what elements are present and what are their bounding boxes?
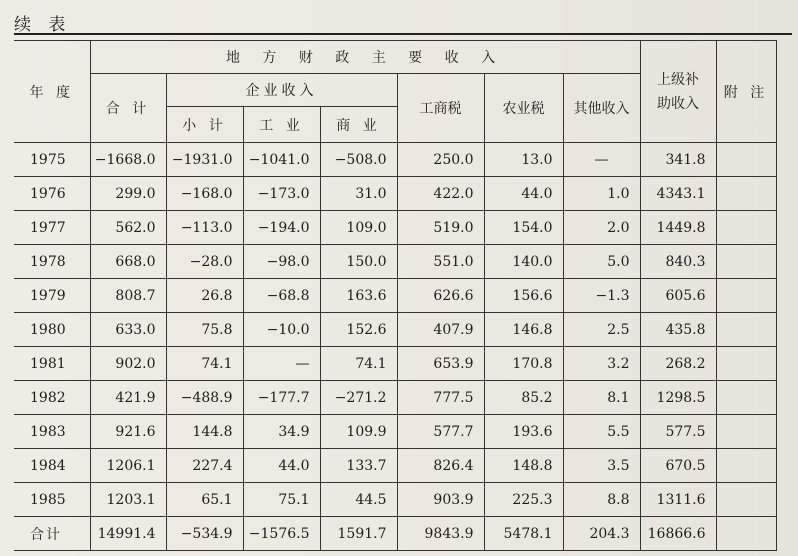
cell-industry: −177.7 [243, 381, 320, 415]
table-row [14, 381, 776, 415]
cell-notes [716, 177, 776, 211]
top-rule [14, 33, 792, 35]
cell-subsidy: 16866.6 [640, 517, 716, 551]
cell-other: 3.5 [563, 449, 640, 483]
cell-ic-tax: 777.5 [397, 381, 484, 415]
cell-subsidy: 1449.8 [640, 211, 716, 245]
cell-ic-tax: 519.0 [397, 211, 484, 245]
cell-subtotal: −488.9 [166, 381, 243, 415]
cell-other: — [563, 143, 640, 177]
cell-notes [716, 381, 776, 415]
table-row [14, 347, 776, 381]
cell-subtotal: −113.0 [166, 211, 243, 245]
cell-year: 1975 [14, 143, 90, 177]
header-total: 合 计 [90, 74, 166, 143]
cell-industry: 34.9 [243, 415, 320, 449]
header-subsidy-line2: 助收入 [657, 95, 700, 112]
cell-other: 3.2 [563, 347, 640, 381]
cell-commerce: −508.0 [320, 143, 397, 177]
cell-commerce: 133.7 [320, 449, 397, 483]
cell-other: 2.5 [563, 313, 640, 347]
cell-agri-tax: 44.0 [484, 177, 563, 211]
cell-agri-tax: 156.6 [484, 279, 563, 313]
cell-total: 299.0 [90, 177, 166, 211]
cell-total: 921.6 [90, 415, 166, 449]
cell-subsidy: 577.5 [640, 415, 716, 449]
table-row [14, 279, 776, 313]
cell-subtotal: 144.8 [166, 415, 243, 449]
cell-subtotal: 75.8 [166, 313, 243, 347]
cell-notes [716, 449, 776, 483]
cell-industry: −1576.5 [243, 517, 320, 551]
cell-agri-tax: 140.0 [484, 245, 563, 279]
cell-other: 204.3 [563, 517, 640, 551]
cell-other: 2.0 [563, 211, 640, 245]
cell-subsidy: 670.5 [640, 449, 716, 483]
cell-subsidy: 840.3 [640, 245, 716, 279]
table-row [14, 177, 776, 211]
header-other: 其他收入 [563, 74, 640, 143]
cell-industry: −173.0 [243, 177, 320, 211]
cell-ic-tax: 903.9 [397, 483, 484, 517]
cell-total: −1668.0 [90, 143, 166, 177]
cell-year: 1976 [14, 177, 90, 211]
cell-subtotal: −28.0 [166, 245, 243, 279]
cell-ic-tax: 407.9 [397, 313, 484, 347]
cell-subsidy: 1311.6 [640, 483, 716, 517]
header-ic-tax: 工商税 [397, 74, 484, 143]
cell-other: −1.3 [563, 279, 640, 313]
cell-subsidy: 1298.5 [640, 381, 716, 415]
cell-ic-tax: 422.0 [397, 177, 484, 211]
cell-notes [716, 313, 776, 347]
cell-year: 1979 [14, 279, 90, 313]
cell-ic-tax: 551.0 [397, 245, 484, 279]
cell-agri-tax: 225.3 [484, 483, 563, 517]
cell-commerce: 1591.7 [320, 517, 397, 551]
cell-notes [716, 415, 776, 449]
header-commerce: 商 业 [320, 107, 397, 143]
table-row [14, 415, 776, 449]
cell-year: 1981 [14, 347, 90, 381]
table-row [14, 517, 776, 551]
cell-subtotal: 74.1 [166, 347, 243, 381]
cell-subtotal: −1931.0 [166, 143, 243, 177]
cell-commerce: 109.9 [320, 415, 397, 449]
cell-agri-tax: 5478.1 [484, 517, 563, 551]
cell-subsidy: 435.8 [640, 313, 716, 347]
header-enterprise: 企业收入 [166, 74, 397, 107]
table-row [14, 245, 776, 279]
cell-agri-tax: 170.8 [484, 347, 563, 381]
cell-year: 1978 [14, 245, 90, 279]
cell-agri-tax: 146.8 [484, 313, 563, 347]
cell-notes [716, 279, 776, 313]
header-local-revenue: 地 方 财 政 主 要 收 入 [90, 41, 640, 74]
table-row [14, 143, 776, 177]
cell-commerce: 150.0 [320, 245, 397, 279]
cell-commerce: 152.6 [320, 313, 397, 347]
cell-other: 8.8 [563, 483, 640, 517]
cell-industry: — [243, 347, 320, 381]
cell-total: 668.0 [90, 245, 166, 279]
header-industry: 工 业 [243, 107, 320, 143]
cell-industry: 44.0 [243, 449, 320, 483]
cell-agri-tax: 85.2 [484, 381, 563, 415]
cell-notes [716, 143, 776, 177]
cell-total: 14991.4 [90, 517, 166, 551]
cell-industry: −68.8 [243, 279, 320, 313]
cell-other: 5.0 [563, 245, 640, 279]
cell-total: 1206.1 [90, 449, 166, 483]
cell-subtotal: 227.4 [166, 449, 243, 483]
cell-ic-tax: 250.0 [397, 143, 484, 177]
cell-year: 1980 [14, 313, 90, 347]
cell-year: 1977 [14, 211, 90, 245]
table-row [14, 211, 776, 245]
cell-total: 902.0 [90, 347, 166, 381]
cell-subsidy: 341.8 [640, 143, 716, 177]
table-row [14, 313, 776, 347]
cell-agri-tax: 193.6 [484, 415, 563, 449]
cell-subsidy: 605.6 [640, 279, 716, 313]
cell-total: 633.0 [90, 313, 166, 347]
header-subtotal: 小 计 [166, 107, 243, 143]
cell-year: 1983 [14, 415, 90, 449]
cell-commerce: 31.0 [320, 177, 397, 211]
cell-commerce: 74.1 [320, 347, 397, 381]
header-notes: 附 注 [716, 41, 776, 143]
cell-subtotal: 26.8 [166, 279, 243, 313]
header-subsidy [640, 41, 716, 143]
cell-subsidy: 4343.1 [640, 177, 716, 211]
cell-commerce: 163.6 [320, 279, 397, 313]
cell-ic-tax: 653.9 [397, 347, 484, 381]
cell-total: 562.0 [90, 211, 166, 245]
cell-ic-tax: 577.7 [397, 415, 484, 449]
cell-subtotal: 65.1 [166, 483, 243, 517]
cell-commerce: 109.0 [320, 211, 397, 245]
cell-ic-tax: 9843.9 [397, 517, 484, 551]
cell-notes [716, 211, 776, 245]
cell-total: 808.7 [90, 279, 166, 313]
cell-subtotal: −534.9 [166, 517, 243, 551]
cell-notes [716, 245, 776, 279]
cell-total: 421.9 [90, 381, 166, 415]
table-row [14, 449, 776, 483]
cell-industry: −98.0 [243, 245, 320, 279]
cell-commerce: −271.2 [320, 381, 397, 415]
cell-subsidy: 268.2 [640, 347, 716, 381]
cell-notes [716, 517, 776, 551]
table-row [14, 483, 776, 517]
cell-agri-tax: 13.0 [484, 143, 563, 177]
cell-ic-tax: 826.4 [397, 449, 484, 483]
cell-agri-tax: 148.8 [484, 449, 563, 483]
cell-subtotal: −168.0 [166, 177, 243, 211]
header-agri-tax: 农业税 [484, 74, 563, 143]
cell-industry: −10.0 [243, 313, 320, 347]
cell-ic-tax: 626.6 [397, 279, 484, 313]
header-subsidy-line1: 上级补 [657, 71, 700, 88]
cell-year: 1985 [14, 483, 90, 517]
cell-year: 1982 [14, 381, 90, 415]
cell-industry: −1041.0 [243, 143, 320, 177]
cell-other: 8.1 [563, 381, 640, 415]
cell-notes [716, 347, 776, 381]
cell-agri-tax: 154.0 [484, 211, 563, 245]
cell-industry: 75.1 [243, 483, 320, 517]
cell-year: 1984 [14, 449, 90, 483]
fiscal-revenue-table [14, 40, 777, 551]
cell-notes [716, 483, 776, 517]
cell-industry: −194.0 [243, 211, 320, 245]
cell-year: 合计 [14, 517, 90, 551]
cell-commerce: 44.5 [320, 483, 397, 517]
cell-other: 1.0 [563, 177, 640, 211]
header-year: 年 度 [14, 41, 90, 143]
table-caption: 续 表 [14, 15, 72, 35]
cell-other: 5.5 [563, 415, 640, 449]
cell-total: 1203.1 [90, 483, 166, 517]
